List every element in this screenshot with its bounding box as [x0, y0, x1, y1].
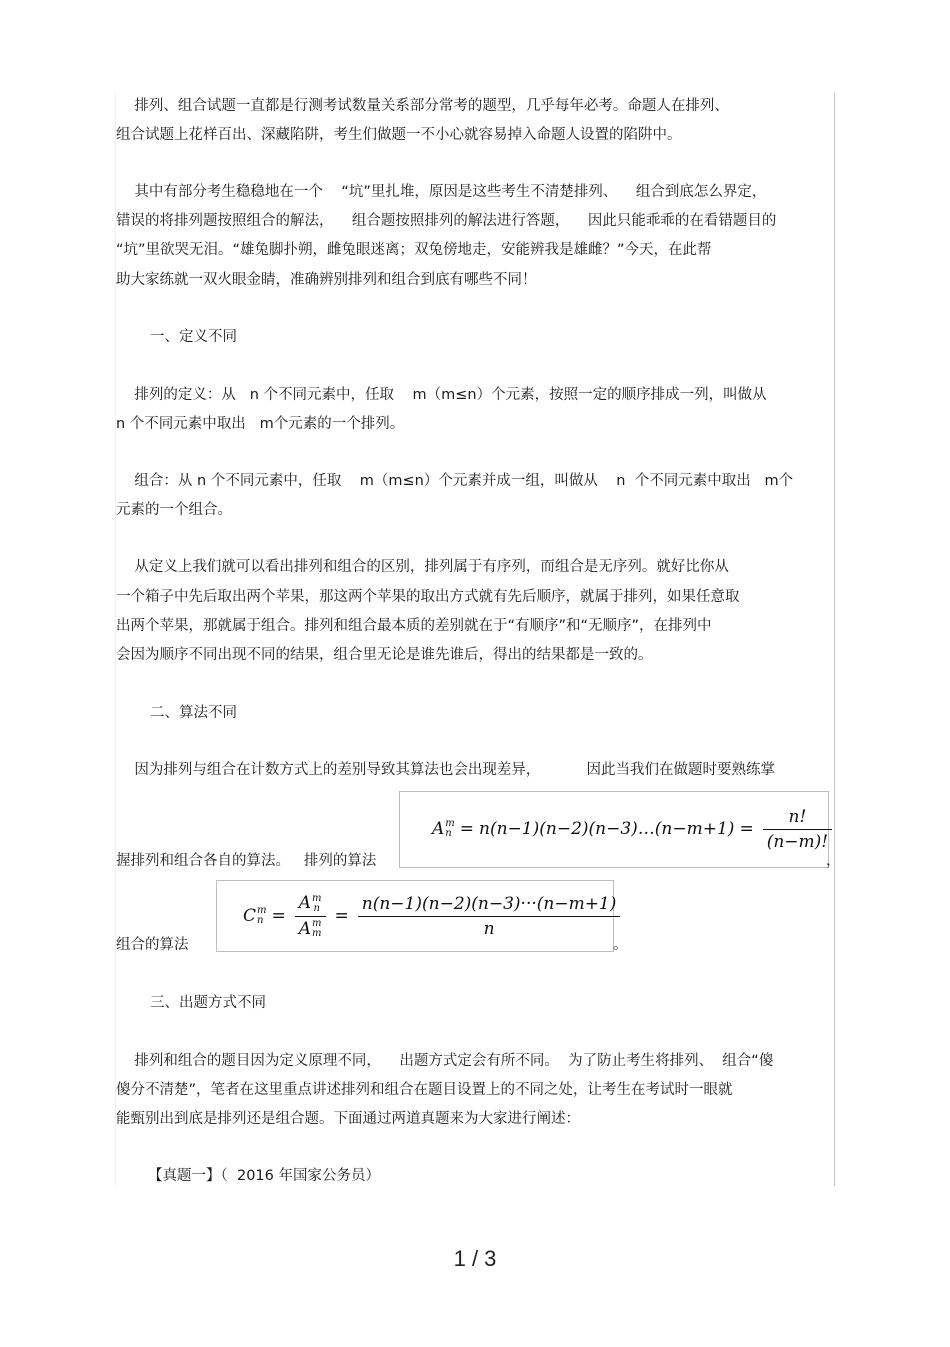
paragraph-1-line-2: 组合试题上花样百出、深藏陷阱，考生们做题一不小心就容易掉入命题人设置的陷阱中。 — [116, 127, 682, 143]
formula-a-product: n(n−1)(n−2)(n−3)…(n−m+1) — [479, 819, 735, 839]
formula-a-lhs: A — [432, 819, 445, 839]
question-1-label: 【真题一】（ 2016 年国家公务员） — [148, 1168, 380, 1184]
formula-c-frac2-den: n — [483, 918, 495, 939]
formula-a-sup: m — [445, 818, 455, 829]
formula-c-frac2-num: n(n−1)(n−2)(n−3)···(n−m+1) — [358, 894, 621, 917]
formula-c-sub: n — [257, 915, 264, 926]
formula-a-denominator: (n−m)! — [766, 831, 829, 852]
section-2-heading: 二、算法不同 — [150, 705, 237, 721]
paragraph-7-line-1: 排列和组合的题目因为定义原理不同， 出题方式定会有所不同。 为了防止考生将排列、 组合“傻 — [116, 1053, 774, 1069]
formula-a-numerator: n! — [763, 807, 832, 830]
paragraph-6-line-3-end: 。 — [613, 937, 628, 953]
permutation-formula: A m n = n(n−1)(n−2)(n−3)…(n−m+1) = $\frac{n!}{(n-m)!}$ — [399, 791, 829, 868]
paragraph-5-line-4: 会因为顺序不同出现不同的结果，组合里无论是谁先谁后，得出的结果都是一致的。 — [116, 647, 653, 663]
paragraph-6-line-2: 握排列和组合各自的算法。 排列的算法 — [116, 853, 377, 869]
paragraph-6-line-3: 组合的算法 — [116, 937, 189, 953]
paragraph-4-line-2: 元素的一个组合。 — [116, 502, 232, 518]
paragraph-3-line-1: 排列的定义：从 n 个不同元素中，任取 m（m≤n）个元素，按照一定的顺序排成一列，叫做从 — [116, 387, 767, 403]
paragraph-6-line-2-end: ， — [826, 853, 841, 869]
formula-c-frac1-den-sup: m — [312, 918, 322, 929]
formula-c-sup: m — [257, 905, 267, 916]
formula-a-sub: n — [445, 828, 452, 839]
paragraph-2-line-1: 其中有部分考生稳稳地在一个 “坑”里扎堆，原因是这些考生不清楚排列、 组合到底怎么界定， — [116, 184, 767, 200]
paragraph-2-line-3: “坑”里欲哭无泪。“雄兔脚扑朔，雌兔眼迷离；双兔傍地走，安能辨我是雄雌？”今天，在此帮 — [116, 242, 712, 258]
combination-formula: C m n = A m n A m m = $\frac{n(n-1)(n-2)(n-3)\cdot\cdot\cdot(n-m+1)}{n}$ — [216, 880, 614, 952]
formula-c-lhs: C — [243, 906, 257, 926]
paragraph-7-line-3: 能甄别出到底是排列还是组合题。下面通过两道真题来为大家进行阐述： — [116, 1111, 580, 1127]
formula-c-frac1-num-sub: n — [313, 902, 320, 914]
paragraph-3-line-2: n 个不同元素中取出 m个元素的一个排列。 — [116, 416, 405, 432]
section-1-heading: 一、定义不同 — [150, 329, 237, 345]
paragraph-6-line-1: 因为排列与组合在计数方式上的差别导致其算法也会出现差异， 因此当我们在做题时要熟练掌 — [116, 762, 776, 778]
section-3-heading: 三、出题方式不同 — [150, 995, 266, 1011]
paragraph-2-line-4: 助大家练就一双火眼金睛，准确辨别排列和组合到底有哪些不同！ — [116, 272, 537, 288]
formula-c-frac1-den-sub: m — [312, 928, 322, 939]
formula-c-frac1-den: A — [298, 918, 312, 939]
paragraph-5-line-3: 出两个苹果，那就属于组合。排列和组合最本质的差别就在于“有顺序”和“无顺序”，在排列中 — [116, 618, 712, 634]
paragraph-7-line-2: 傻分不清楚”，笔者在这里重点讲述排列和组合在题目设置上的不同之处，让考生在考试时一眼就 — [116, 1082, 733, 1098]
paragraph-4-line-1: 组合：从 n 个不同元素中，任取 m（m≤n）个元素并成一组，叫做从 n 个不同元素中取出 m个 — [116, 473, 794, 489]
formula-c-frac1-num: A — [298, 893, 312, 913]
formula-c-frac1-num-sup: m — [312, 892, 322, 904]
paragraph-1-line-1: 排列、组合试题一直都是行测考试数量关系部分常考的题型，几乎每年必考。命题人在排列、 — [116, 98, 729, 114]
paragraph-5-line-1: 从定义上我们就可以看出排列和组合的区别，排列属于有序列，而组合是无序列。就好比你从 — [116, 559, 729, 575]
paragraph-2-line-2: 错误的将排列题按照组合的解法， 组合题按照排列的解法进行答题， 因此只能乖乖的在看错题目的 — [116, 213, 777, 229]
page-number: 1 / 3 — [453, 1246, 497, 1271]
page-right-edge — [834, 92, 835, 1186]
paragraph-5-line-2: 一个箱子中先后取出两个苹果，那这两个苹果的取出方式就有先后顺序，就属于排列，如果任意取 — [116, 589, 740, 605]
